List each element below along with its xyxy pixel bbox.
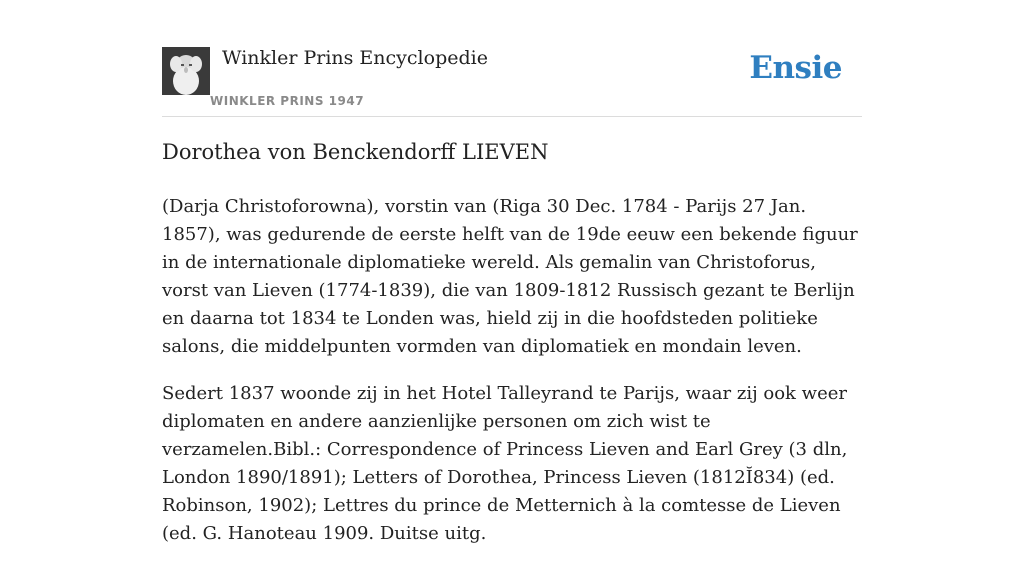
avatar[interactable] xyxy=(162,47,210,95)
ensie-logo[interactable]: Ensie xyxy=(749,50,842,86)
article-body xyxy=(162,193,862,567)
article-title: Dorothea von Benckendorff LIEVEN xyxy=(162,140,549,164)
portrait-icon xyxy=(162,47,210,95)
article-paragraph: (Darja Christoforowna), vorstin van (Riga 30 Dec. 1784 - Parijs 27 Jan. 1857), was gedurende de eerste helft van de 19de eeuw een bekende figuur in de internationale diplomatieke wereld. Als gemalin van Christoforus, vorst van Lieven (1774-1839), die van 1809-1812 Russisch gezant te Berlijn en daarna tot 1834 te Londen was, hield zij in die hoofdsteden politieke salons, die middelpunten vormden van diplomatiek en mondain leven. xyxy=(162,196,858,357)
site-title[interactable]: Winkler Prins Encyclopedie xyxy=(222,47,488,69)
site-header xyxy=(162,46,862,117)
site-subtitle: WINKLER PRINS 1947 xyxy=(210,94,365,108)
article-paragraph: Sedert 1837 woonde zij in het Hotel Talleyrand te Parijs, waar zij ook weer diplomaten en andere aanzienlijke personen om zich wist te verzamelen.Bibl.: Correspondence of Princess Lieven and Earl Grey (3 dln, London 1890/1891); Letters of Dorothea, Princess Lieven (1812Ĭ834) (ed. Robinson, 1902); Lettres du prince de Metternich à la comtesse de Lieven (ed. G. Hanoteau 1909. Duitse uitg. xyxy=(162,383,848,544)
